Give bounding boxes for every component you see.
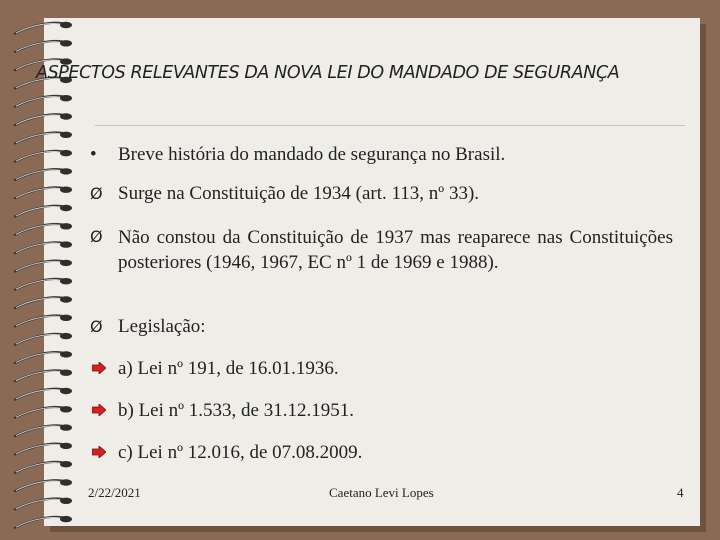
bullet-item: Breve história do mandado de segurança no Brasil. (118, 144, 506, 165)
sub-item: b) Lei nº 1.533, de 31.12.1951. (118, 400, 354, 421)
bullet-dot-marker: • (90, 144, 97, 165)
binding-hole (60, 498, 72, 504)
binding-hole (60, 516, 72, 522)
binding-hole (60, 461, 72, 467)
binding-hole (60, 241, 72, 247)
binding-hole (60, 296, 72, 302)
slide-title: ASPECTOS RELEVANTES DA NOVA LEI DO MANDADO DE SEGURANÇA (36, 63, 620, 83)
footer-page-number: 4 (677, 485, 684, 500)
footer-date: 2/22/2021 (88, 485, 141, 500)
binding-hole (60, 260, 72, 266)
binding-hole (60, 223, 72, 229)
binding-hole (60, 351, 72, 357)
sub-item: a) Lei nº 191, de 16.01.1936. (118, 358, 339, 379)
binding-hole (60, 40, 72, 46)
bullet-arrow-marker: Ø (90, 317, 103, 336)
bullet-item: Legislação: (118, 316, 206, 337)
red-arrow-icon (92, 446, 106, 458)
binding-hole (60, 95, 72, 101)
binding-hole (60, 333, 72, 339)
binding-hole (60, 278, 72, 284)
binding-hole (60, 479, 72, 485)
red-arrow-icon (92, 404, 106, 416)
bullet-arrow-marker: Ø (90, 184, 103, 203)
title-divider (95, 125, 685, 126)
binding-hole (60, 150, 72, 156)
binding-hole (60, 22, 72, 28)
binding-hole (60, 315, 72, 321)
binding-hole (60, 424, 72, 430)
bullet-item: Não constou da Constituição de 1937 mas reaparece nas Constituições posteriores (1946, 1967, EC nº 1 de 1969 e 1988). (118, 227, 673, 273)
binding-hole (60, 205, 72, 211)
binding-hole (60, 168, 72, 174)
binding-hole (60, 113, 72, 119)
bullet-arrow-marker: Ø (90, 227, 103, 246)
footer-author: Caetano Levi Lopes (329, 485, 434, 500)
binding-hole (60, 187, 72, 193)
binding-hole (60, 406, 72, 412)
binding-hole (60, 132, 72, 138)
binding-hole (60, 443, 72, 449)
bullet-item: Surge na Constituição de 1934 (art. 113, nº 33). (118, 183, 480, 204)
red-arrow-icon (92, 362, 106, 374)
binding-hole (60, 370, 72, 376)
binding-hole (60, 388, 72, 394)
sub-item: c) Lei nº 12.016, de 07.08.2009. (118, 442, 363, 463)
